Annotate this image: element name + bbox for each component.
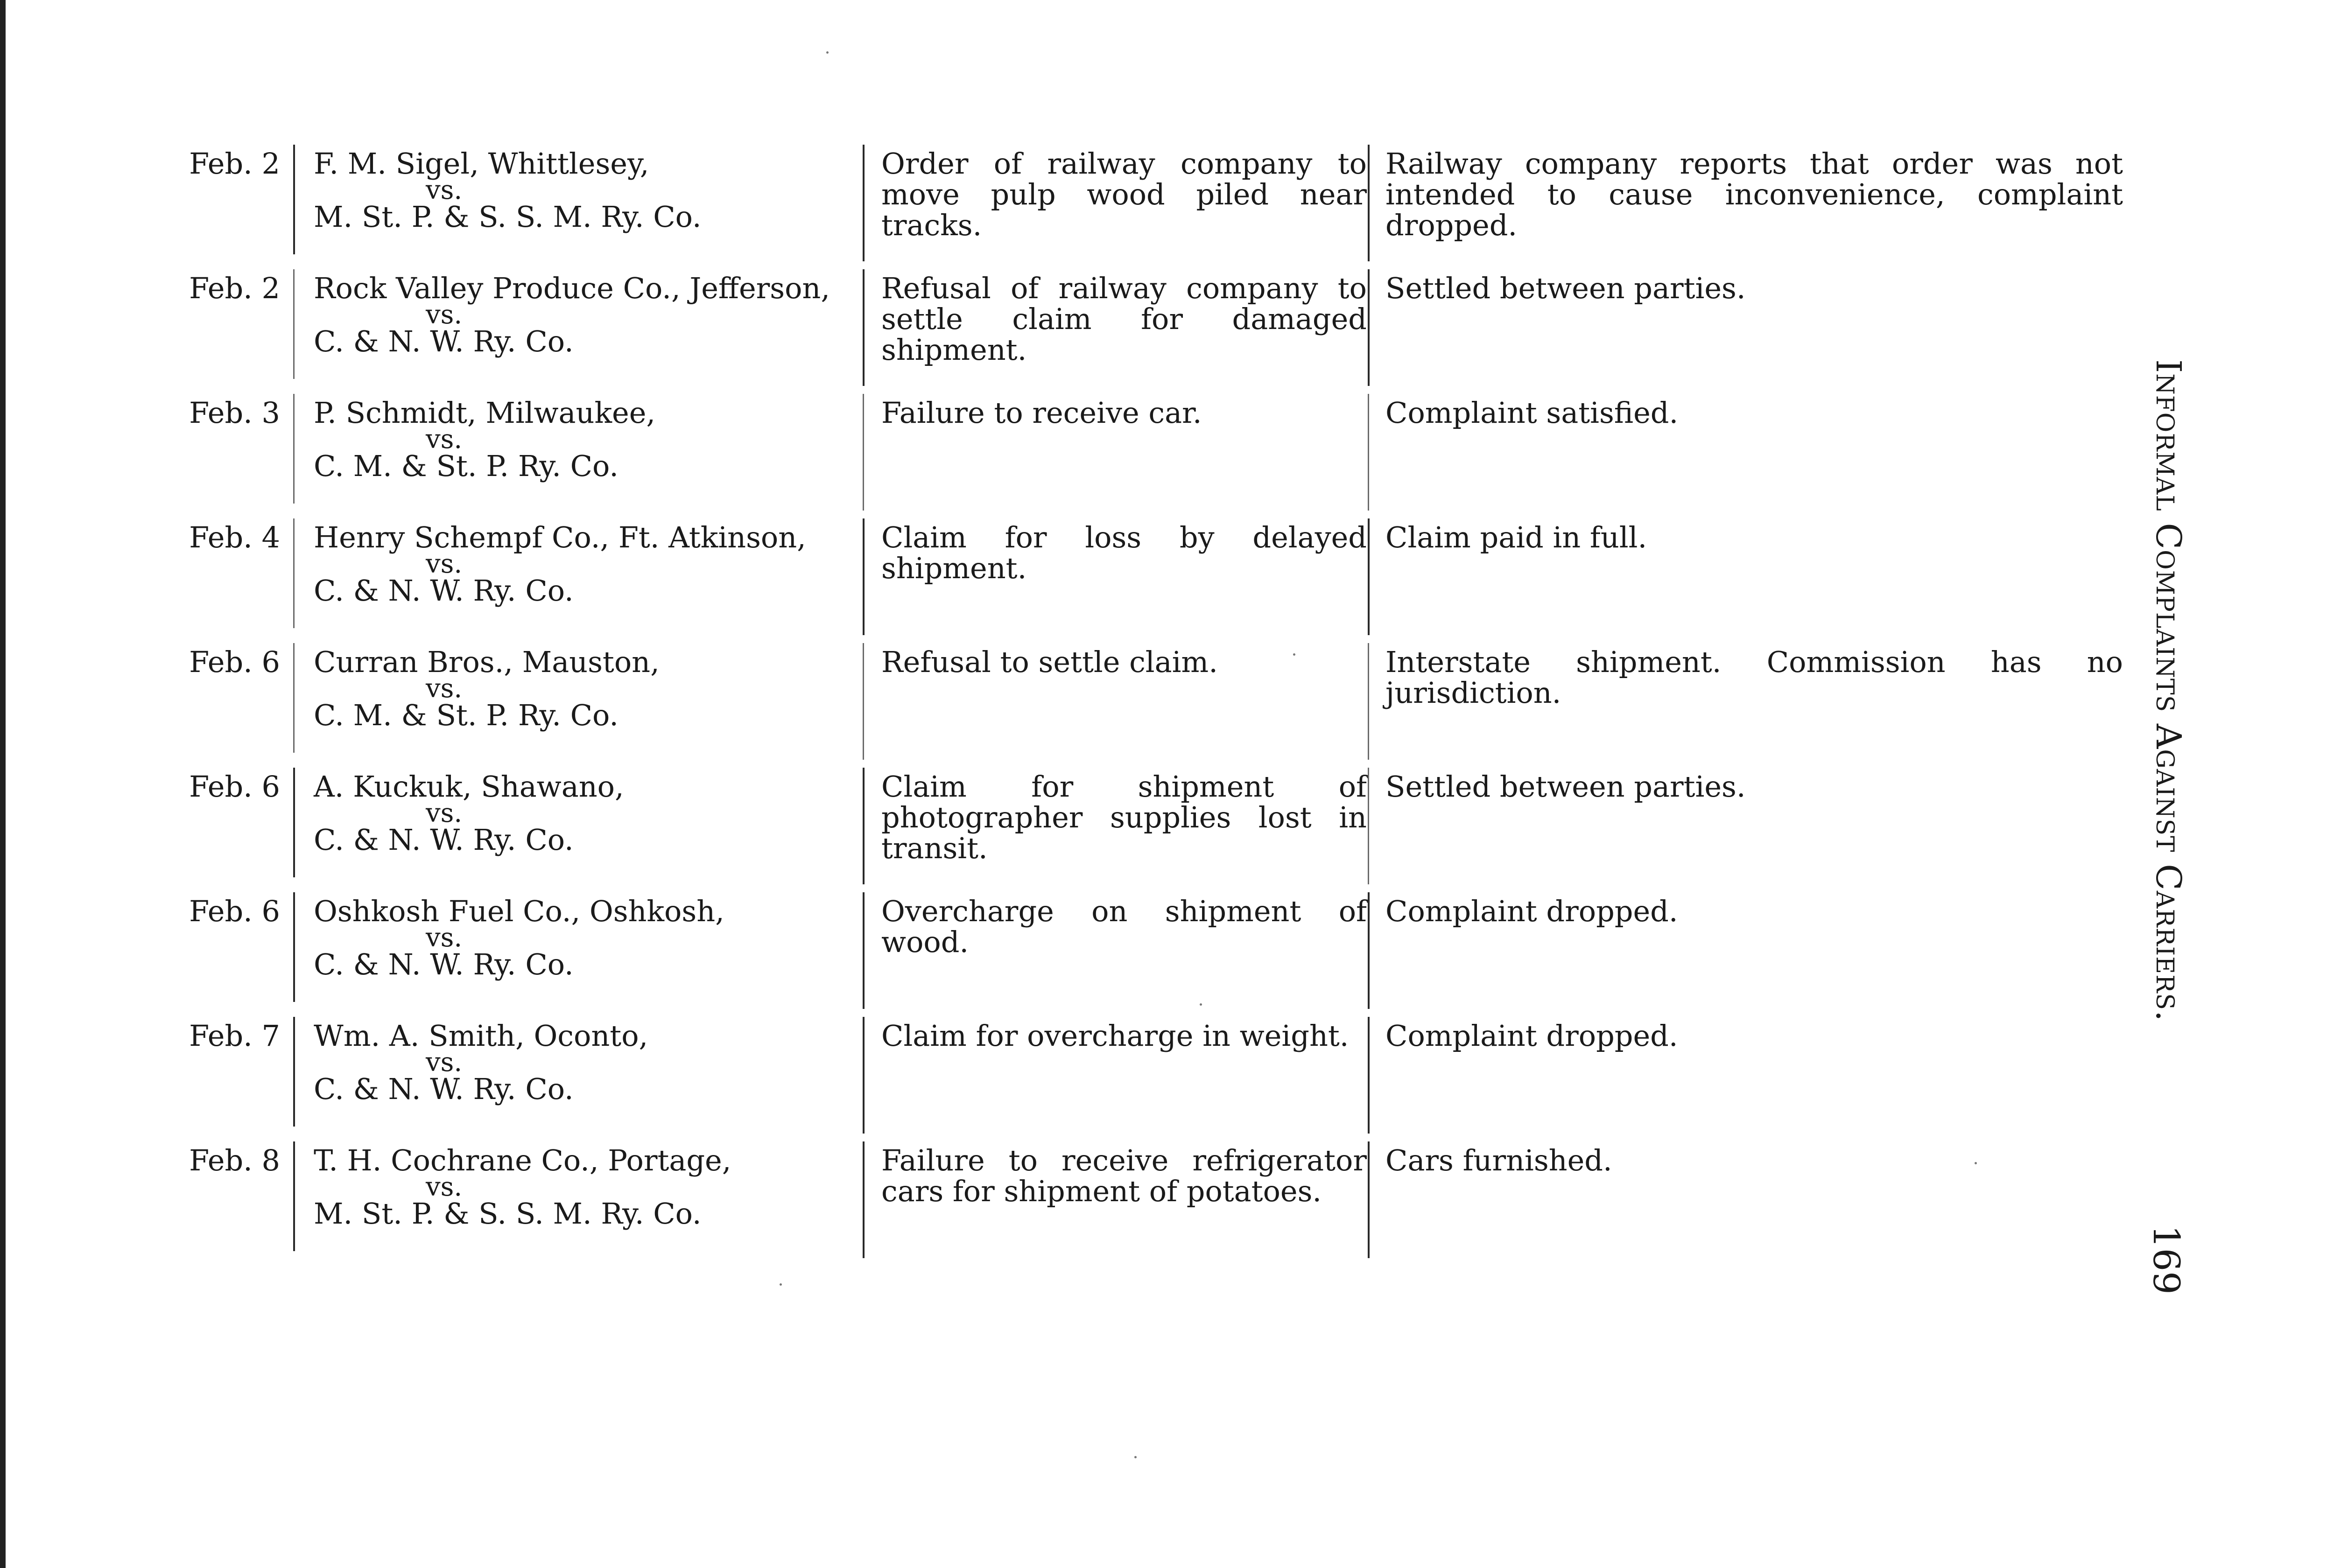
complaint-disposition: Complaint dropped.: [1385, 894, 1678, 928]
complaint-nature: Claim for loss by delayed shipment.: [881, 520, 1367, 585]
party-bracket: [293, 892, 295, 1002]
complaint-entry: [0, 892, 2194, 1016]
complaint-parties: [314, 522, 865, 606]
defendant: C. & N. W. Ry. Co.: [314, 1072, 574, 1106]
versus-label: vs.: [426, 175, 463, 205]
column-rule: [1368, 394, 1369, 511]
party-bracket: [293, 1017, 295, 1127]
party-bracket: [293, 643, 295, 753]
column-rule: [863, 394, 864, 511]
complaint-disposition: Complaint dropped.: [1385, 1019, 1678, 1053]
versus-label: vs.: [426, 424, 463, 455]
plaintiff: T. H. Cochrane Co., Portage,: [314, 1143, 731, 1177]
plaintiff: Wm. A. Smith, Oconto,: [314, 1019, 648, 1053]
column-rule: [1368, 1141, 1370, 1258]
column-rule: [1368, 269, 1370, 386]
complaint-date: Feb. 6: [189, 645, 280, 679]
complaint-date: Feb. 8: [189, 1143, 280, 1177]
complaint-nature: Failure to receive car.: [881, 396, 1202, 430]
complaint-parties: [314, 398, 865, 482]
defendant: C. & N. W. Ry. Co.: [314, 574, 574, 608]
versus-label: vs.: [426, 300, 463, 330]
scan-speck: [826, 51, 829, 54]
plaintiff: F. M. Sigel, Whittlesey,: [314, 147, 649, 181]
complaint-entry: [0, 1141, 2194, 1265]
versus-label: vs.: [426, 798, 463, 828]
complaint-date: Feb. 2: [189, 271, 280, 305]
column-rule: [863, 1141, 865, 1258]
column-rule: [1368, 768, 1369, 884]
party-bracket: [293, 768, 295, 877]
complaint-nature: Order of railway company to move pulp wood piled near tracks.: [881, 147, 1367, 242]
defendant: C. M. & St. P. Ry. Co.: [314, 449, 619, 483]
running-title: Informal Complaints Against Carriers.: [2148, 359, 2188, 1022]
versus-label: vs.: [426, 1047, 463, 1078]
plaintiff: A. Kuckuk, Shawano,: [314, 770, 624, 804]
complaint-disposition: Cars furnished.: [1385, 1143, 1612, 1177]
versus-label: vs.: [426, 1172, 463, 1202]
complaint-entry: [0, 518, 2194, 642]
plaintiff: P. Schmidt, Milwaukee,: [314, 396, 656, 430]
column-rule: [1368, 892, 1370, 1009]
defendant: C. & N. W. Ry. Co.: [314, 947, 574, 981]
column-rule: [863, 1017, 865, 1134]
complaint-parties: [314, 273, 865, 357]
complaint-disposition: Settled between parties.: [1385, 770, 1746, 804]
column-rule: [1368, 145, 1370, 261]
scan-speck: [780, 1283, 782, 1286]
complaint-entry: [0, 145, 2194, 268]
party-bracket: [293, 269, 295, 379]
scan-speck: [1200, 1003, 1202, 1006]
complaint-disposition: Railway company reports that order was not intended to cause inconvenience, complaint dropped.: [1385, 147, 2123, 242]
complaint-nature: Overcharge on shipment of wood.: [881, 894, 1367, 959]
complaint-date: Feb. 3: [189, 396, 280, 430]
column-rule: [863, 518, 865, 635]
complaint-parties: [314, 148, 865, 232]
complaint-nature: Refusal to settle claim.: [881, 645, 1218, 679]
complaint-entry: [0, 1017, 2194, 1141]
defendant: M. St. P. & S. S. M. Ry. Co.: [314, 200, 702, 234]
defendant: C. M. & St. P. Ry. Co.: [314, 698, 619, 732]
party-bracket: [293, 145, 295, 254]
scan-speck: [1293, 653, 1295, 656]
complaint-nature: Claim for shipment of photographer supplies lost in transit.: [881, 770, 1367, 865]
column-rule: [863, 269, 865, 386]
party-bracket: [293, 1141, 295, 1251]
complaint-nature: Claim for overcharge in weight.: [881, 1019, 1349, 1053]
column-rule: [1368, 1017, 1370, 1134]
complaint-date: Feb. 6: [189, 770, 280, 804]
column-rule: [863, 768, 865, 884]
scan-speck: [1134, 1456, 1137, 1458]
complaint-nature: Refusal of railway company to settle claim for damaged shipment.: [881, 271, 1367, 367]
complaint-disposition: Settled between parties.: [1385, 271, 1746, 305]
complaint-entry: [0, 643, 2194, 767]
complaint-parties: [314, 1021, 865, 1105]
column-rule: [1368, 643, 1369, 760]
defendant: C. & N. W. Ry. Co.: [314, 324, 574, 358]
complaint-date: Feb. 7: [189, 1019, 280, 1053]
column-rule: [863, 643, 864, 760]
page-number: 169: [2145, 1225, 2187, 1295]
complaint-disposition: Interstate shipment. Commission has no jurisdiction.: [1385, 645, 2123, 710]
complaint-date: Feb. 2: [189, 147, 280, 181]
plaintiff: Oshkosh Fuel Co., Oshkosh,: [314, 894, 724, 928]
complaint-date: Feb. 6: [189, 894, 280, 928]
column-rule: [863, 892, 865, 1009]
defendant: M. St. P. & S. S. M. Ry. Co.: [314, 1197, 702, 1231]
complaint-nature: Failure to receive refrigerator cars for shipment of potatoes.: [881, 1143, 1367, 1208]
complaint-parties: [314, 896, 865, 980]
party-bracket: [293, 394, 295, 504]
party-bracket: [293, 518, 295, 628]
complaint-parties: [314, 771, 865, 855]
scan-speck: [1975, 1162, 1977, 1164]
complaint-entry: [0, 768, 2194, 891]
complaint-parties: [314, 1145, 865, 1229]
defendant: C. & N. W. Ry. Co.: [314, 823, 574, 857]
complaint-entry: [0, 269, 2194, 393]
complaint-entry: [0, 394, 2194, 518]
column-rule: [863, 145, 865, 261]
complaint-disposition: Complaint satisfied.: [1385, 396, 1679, 430]
plaintiff: Henry Schempf Co., Ft. Atkinson,: [314, 520, 806, 554]
versus-label: vs.: [426, 673, 463, 704]
plaintiff: Curran Bros., Mauston,: [314, 645, 660, 679]
versus-label: vs.: [426, 549, 463, 579]
complaint-disposition: Claim paid in full.: [1385, 520, 1647, 554]
complaint-date: Feb. 4: [189, 520, 280, 554]
complaint-parties: [314, 647, 865, 731]
versus-label: vs.: [426, 923, 463, 953]
column-rule: [1368, 518, 1370, 635]
plaintiff: Rock Valley Produce Co., Jefferson,: [314, 271, 830, 305]
